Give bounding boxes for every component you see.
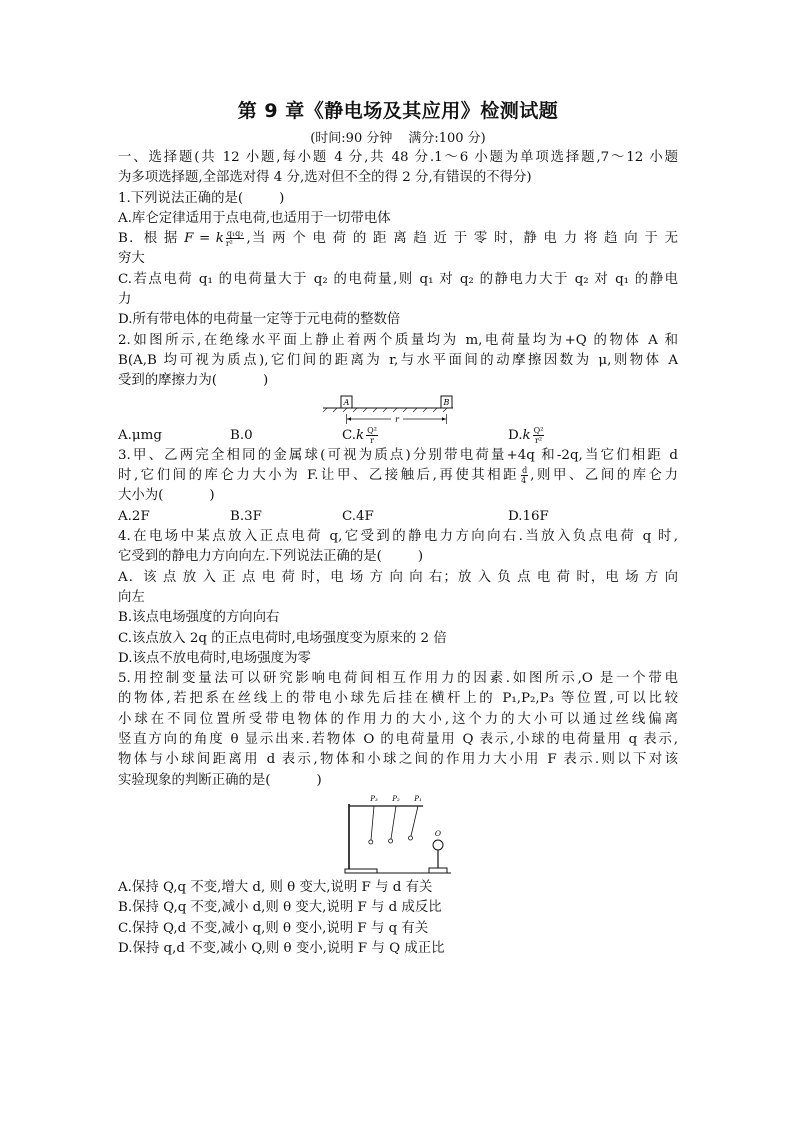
q1-formula-eq: = xyxy=(193,231,216,247)
q5-label-p2: P₂ xyxy=(392,794,400,803)
q1-formula-k: k xyxy=(215,231,224,247)
q5-stem-line4: 竖直方向的角度 θ 显示出来.若物体 O 的电荷量用 Q 表示,小球的电荷量用 q 表示, xyxy=(118,732,678,748)
q2-option-c xyxy=(342,426,508,446)
q5-ball-p1 xyxy=(409,836,413,840)
q5-stand-base xyxy=(345,869,377,873)
q4-option-b: B.该点电场强度的方向向右 xyxy=(118,610,280,626)
q1-fraction-denominator: r² xyxy=(225,239,233,249)
q2-figure-two-blocks xyxy=(323,394,453,426)
q5-stem-line2: 的物体,若把系在丝线上的带电小球先后挂在横杆上的 P₁,P₂,P₃ 等位置,可以比较 xyxy=(118,691,678,707)
q3-stem-paren: ) xyxy=(209,488,215,504)
q2-options xyxy=(118,426,678,446)
q5-ball-p2 xyxy=(389,839,393,843)
q5-thread-p1 xyxy=(411,806,418,836)
q2-label-r: r xyxy=(395,414,399,424)
q2-label-a: A xyxy=(343,397,350,407)
q2-option-d-numerator: Q² xyxy=(533,425,544,435)
q5-option-d: D.保持 q,d 不变,减小 Q,则 θ 变小,说明 F 与 Q 成正比 xyxy=(118,940,445,956)
q1-option-a: A.库仑定律适用于点电荷,也适用于一切带电体 xyxy=(118,210,391,226)
q1-option-b-line2: 穷大 xyxy=(118,251,145,267)
q2-option-c-k: k xyxy=(356,427,365,443)
q3-stem-line2-end: ,则甲、乙间的库仑力 xyxy=(530,468,678,484)
q1-stem xyxy=(118,189,678,209)
q2-option-d-fraction xyxy=(533,426,545,445)
q2-option-c-fraction xyxy=(366,426,378,445)
q3-stem-line3 xyxy=(118,486,678,506)
q5-stem-line6 xyxy=(118,771,678,791)
q4-option-a: A．该 点 放 入 正 点 电 荷 时，电 场 方 向 向 右；放 入 负 点 电 荷 时，电 场 方 向 xyxy=(118,569,678,585)
exam-info xyxy=(118,127,678,146)
q2-stem-line3 xyxy=(118,371,678,391)
q3-stem-line2-text: 时,它们间的库仑力大小为 F.让甲、乙接触后,再使其相距 xyxy=(118,468,520,484)
q2-stem-paren: ) xyxy=(262,373,269,389)
q3-stem-line2 xyxy=(118,466,678,486)
q5-option-a: A.保持 Q,q 不变,增大 d, 则 θ 变大,说明 F 与 d 有关 xyxy=(118,879,433,895)
q2-stem-line2: B(A,B 均可视为质点),它们间的距离为 r,与水平面间的动摩擦因数为 μ,则物体 A xyxy=(118,352,678,368)
q3-option-d: D.16F xyxy=(508,508,549,524)
q3-distance-fraction xyxy=(521,466,528,485)
q3-stem-line1: 3.甲、乙两完全相同的金属球(可视为质点)分别带电荷量+4q 和-2q,当它们相距 d xyxy=(118,447,678,463)
q2-option-d-k: k xyxy=(522,427,531,443)
q2-option-b: B.0 xyxy=(230,427,253,443)
q1-option-c: C.若点电荷 q₁ 的电荷量大于 q₂ 的电荷量,则 q₁ 对 q₂ 的静电力大于 q₂ 对 q₁ 的静电 xyxy=(118,271,678,287)
q5-insulating-base xyxy=(429,868,447,873)
q5-thread-p3 xyxy=(371,806,374,840)
q2-option-c-prefix: C. xyxy=(342,427,357,443)
q3-option-c: C.4F xyxy=(342,508,374,524)
q5-stem-line5: 物体与小球间距离用 d 表示,物体和小球之间的作用力大小用 F 表示.则以下对该 xyxy=(118,752,678,768)
q3-fraction-numerator: d xyxy=(522,466,528,476)
q4-option-d: D.该点不放电荷时,电场强度为零 xyxy=(118,650,311,666)
full-score: 满分:100 分) xyxy=(408,131,486,146)
q3-options xyxy=(118,507,678,527)
q5-stem-paren: ) xyxy=(316,772,322,788)
q5-label-p1: P₁ xyxy=(414,794,422,803)
q1-fraction-numerator: q₁q₂ xyxy=(226,229,244,239)
q1-stem-paren: ) xyxy=(279,190,285,206)
q5-stem-line1: 5.用控制变量法可以研究影响电荷间相互作用力的因素.如图所示,O 是一个带电 xyxy=(118,671,678,687)
time-limit: (时间:90 分钟 xyxy=(310,131,393,146)
q2-option-d-denominator: r² xyxy=(535,435,543,445)
q2-option-d-prefix: D. xyxy=(508,427,523,443)
q1-formula-f: F xyxy=(184,231,194,247)
q2-ground-hatch xyxy=(323,408,447,412)
q2-stem-line1: 2.如图所示,在绝缘水平面上静止着两个质量均为 m,电荷量均为+Q 的物体 A 和 xyxy=(118,332,678,348)
q1-option-b xyxy=(118,229,678,249)
q5-stem-text: 实验现象的判断正确的是( xyxy=(118,772,271,788)
exam-page xyxy=(118,96,678,959)
q5-label-p3: P₃ xyxy=(370,794,378,803)
q1-option-b-text: ,当 两 个 电 荷 的 距 离 趋 近 于 零 时，静 电 力 将 趋 向 于 无 xyxy=(246,231,678,247)
q2-stem-text: 受到的摩擦力为( xyxy=(118,373,217,389)
q2-label-b: B xyxy=(443,397,450,407)
q1-option-d: D.所有带电体的电荷量一定等于元电荷的整数倍 xyxy=(118,312,401,328)
q5-ball-p3 xyxy=(369,840,373,844)
q1-stem-text: 1.下列说法正确的是( xyxy=(118,190,244,206)
q5-charged-object-o xyxy=(433,840,443,850)
q5-stem-line3: 小球在不同位置所受带电物体的作用力的大小,这个力的大小可以通过丝线偏离 xyxy=(118,711,678,727)
section-heading-line2: 为多项选择题,全部选对得 4 分,选对但不全的得 2 分,有错误的不得分) xyxy=(118,170,532,186)
q5-label-o: O xyxy=(434,828,442,838)
q3-option-a: A.2F xyxy=(118,508,150,524)
q4-stem-line2 xyxy=(118,547,678,567)
q1-option-c-line2: 力 xyxy=(118,292,132,308)
page-title: 第 9 章《静电场及其应用》检测试题 xyxy=(237,100,559,122)
q4-stem-line1: 4.在电场中某点放入正点电荷 q,它受到的静电力方向向右.当放入负点电荷 q 时, xyxy=(118,529,678,545)
q2-option-a: A.μmg xyxy=(118,427,162,443)
q4-stem-text: 它受到的静电力方向向左.下列说法正确的是( xyxy=(118,549,382,565)
q5-thread-p2 xyxy=(391,806,396,839)
q5-option-b: B.保持 Q,q 不变,减小 d,则 θ 变大,说明 F 与 d 成反比 xyxy=(118,900,442,916)
section-heading-line1: 一、选择题(共 12 小题,每小题 4 分,共 48 分.1～6 小题为单项选择题,7～12 小题 xyxy=(118,150,678,165)
q1-option-b-prefix: B．根 据 xyxy=(118,231,179,247)
q3-fraction-denominator: 4 xyxy=(521,476,527,486)
q4-option-c: C.该点放入 2q 的正点电荷时,电场强度变为原来的 2 倍 xyxy=(118,630,447,646)
q1-formula-fraction xyxy=(226,229,245,248)
q2-option-c-numerator: Q² xyxy=(367,425,377,435)
q2-option-c-denominator: r xyxy=(370,435,374,445)
q4-option-a-line2: 向左 xyxy=(118,589,145,605)
q5-option-c: C.保持 Q,d 不变,减小 q,则 θ 变小,说明 F 与 q 有关 xyxy=(118,920,429,936)
q3-option-b: B.3F xyxy=(230,508,262,524)
q5-figure-pendulum-apparatus xyxy=(341,794,453,876)
q4-stem-paren: ) xyxy=(417,549,424,565)
q3-stem-text: 大小为( xyxy=(118,488,164,504)
q2-option-d xyxy=(508,426,546,446)
